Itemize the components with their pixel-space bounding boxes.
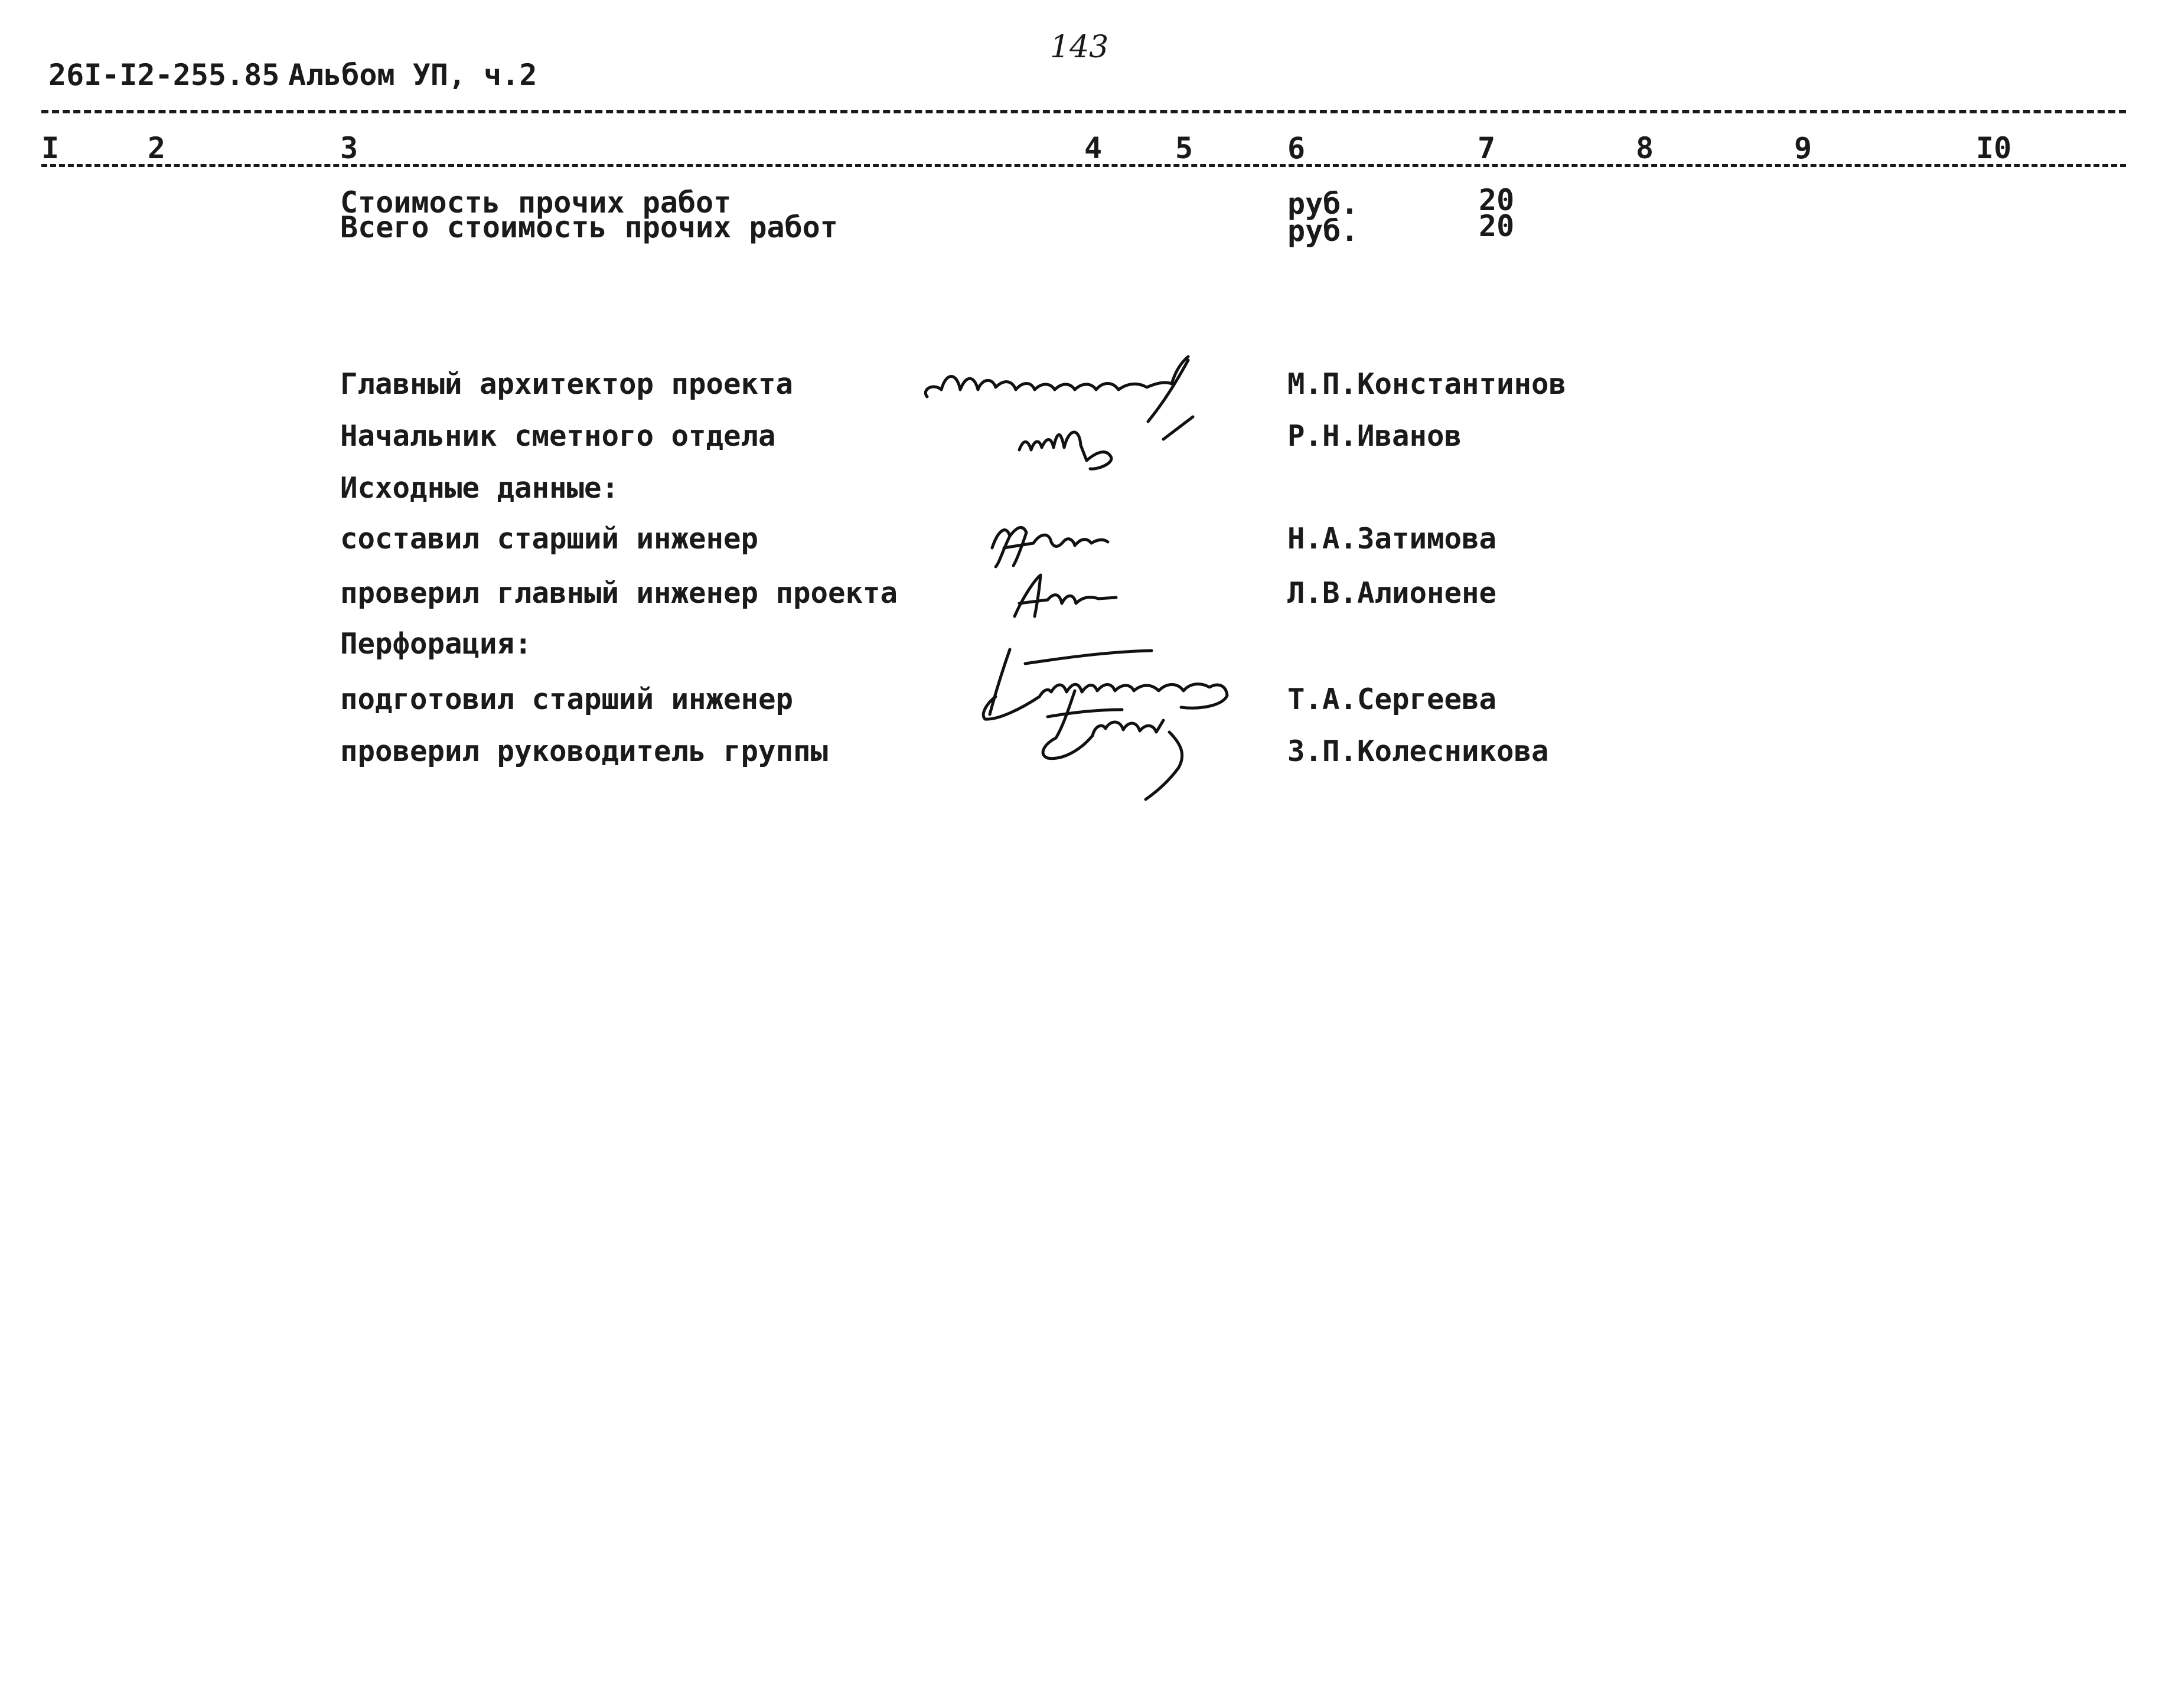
cost-unit: руб. <box>1287 187 1359 221</box>
column-number-4: 4 <box>1084 131 1103 165</box>
album-title: Альбом УП, ч.2 <box>288 58 537 92</box>
handwritten-signature-zatimova <box>986 516 1163 569</box>
column-number-6: 6 <box>1287 131 1306 165</box>
column-number-1: I <box>41 131 60 165</box>
top-rule <box>41 110 2126 113</box>
signature-role: составил старший инженер <box>340 522 759 556</box>
signatory-name: Р.Н.Иванов <box>1287 419 1462 453</box>
cost-value: 20 <box>1479 183 1515 217</box>
section-heading: Исходные данные: <box>340 471 619 505</box>
cost-label: Стоимость прочих работ <box>340 185 732 220</box>
signatory-name: З.П.Колесникова <box>1287 734 1549 768</box>
handwritten-signature-alionene <box>1010 569 1146 622</box>
signatory-name: Н.А.Затимова <box>1287 522 1497 556</box>
signatory-name: Т.А.Сергеева <box>1287 682 1497 716</box>
document-code: 26I-I2-255.85 <box>48 58 280 92</box>
column-number-7: 7 <box>1478 131 1496 165</box>
column-number-9: 9 <box>1794 131 1812 165</box>
page-number: 143 <box>1050 30 1109 65</box>
cost-unit: руб. <box>1287 214 1359 248</box>
signature-role: Начальник сметного отдела <box>340 419 776 453</box>
signature-role: проверил руководитель группы <box>340 734 829 768</box>
handwritten-signature-ivanov <box>1016 413 1193 478</box>
signature-role: подготовил старший инженер <box>340 682 794 716</box>
section-heading: Перфорация: <box>340 627 532 661</box>
cost-value: 20 <box>1479 209 1515 243</box>
column-number-8: 8 <box>1636 131 1654 165</box>
column-number-10: I0 <box>1976 131 2012 165</box>
column-number-2: 2 <box>148 131 166 165</box>
column-number-3: 3 <box>340 131 358 165</box>
cost-label: Всего стоимость прочих работ <box>340 210 838 244</box>
signatory-name: Л.В.Алионене <box>1287 576 1497 610</box>
signature-role: Главный архитектор проекта <box>340 367 794 401</box>
signatory-name: М.П.Константинов <box>1287 367 1567 401</box>
signature-role: проверил главный инженер проекта <box>340 576 898 610</box>
column-number-5: 5 <box>1175 131 1193 165</box>
handwritten-signature-kolesnikova <box>1028 679 1222 809</box>
